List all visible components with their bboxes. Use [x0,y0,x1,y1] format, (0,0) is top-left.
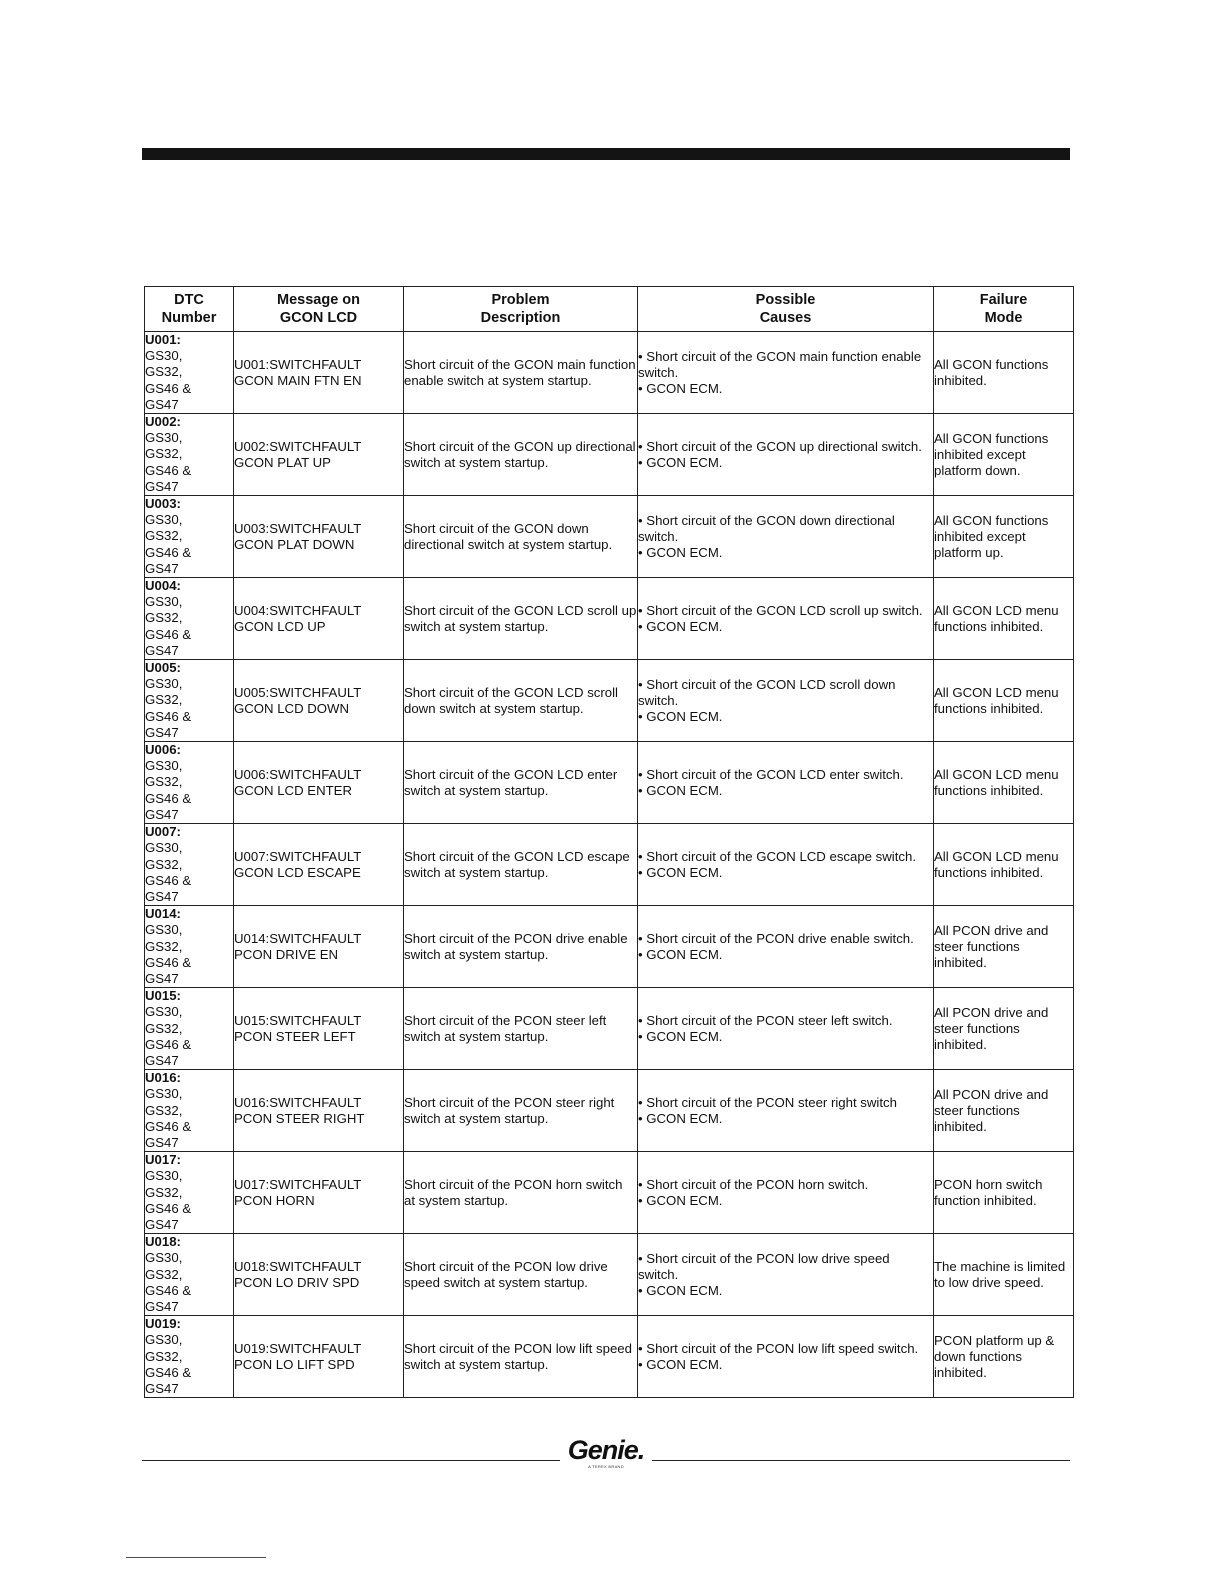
dtc-model: GS46 & [145,1118,192,1134]
dtc-model: GS30, [145,512,183,528]
cause-item: • Short circuit of the GCON LCD scroll up switch. [638,602,923,618]
causes-cell [638,660,934,742]
message-line: U001:SWITCHFAULT [234,356,362,372]
header-causes: Possible Causes [638,287,934,332]
dtc-model: GS46 & [145,544,192,560]
dtc-model: GS46 & [145,626,192,642]
table-row [145,906,1074,988]
dtc-model: GS46 & [145,380,192,396]
dtc-model: GS30, [145,430,183,446]
table-row [145,1316,1074,1398]
table-row [145,660,1074,742]
dtc-model: GS47 [145,1134,179,1150]
message-line: GCON LCD ESCAPE [234,864,361,880]
dtc-model: GS30, [145,348,183,364]
failure-cell: All PCON drive and steer functions inhibited. [934,988,1074,1070]
causes-cell [638,1152,934,1234]
failure-cell: All GCON functions inhibited. [934,332,1074,414]
dtc-model: GS32, [145,692,183,708]
dtc-model: GS30, [145,1168,183,1184]
failure-cell: All GCON LCD menu functions inhibited. [934,742,1074,824]
dtc-code: U014: [145,906,181,922]
problem-cell: Short circuit of the GCON LCD enter switch at system startup. [404,742,638,824]
problem-cell: Short circuit of the GCON down directional switch at system startup. [404,496,638,578]
dtc-model: GS32, [145,938,183,954]
message-line: PCON LO DRIV SPD [234,1274,360,1290]
footer-rule-right [652,1460,1070,1461]
causes-cell [638,824,934,906]
causes-cell [638,1316,934,1398]
cause-item: • GCON ECM. [638,1028,723,1044]
failure-cell: All GCON LCD menu functions inhibited. [934,660,1074,742]
problem-cell: Short circuit of the PCON steer left switch at system startup. [404,988,638,1070]
dtc-model: GS30, [145,1332,183,1348]
failure-cell: All GCON LCD menu functions inhibited. [934,578,1074,660]
dtc-model: GS46 & [145,1282,192,1298]
message-line: U017:SWITCHFAULT [234,1176,362,1192]
table-row [145,824,1074,906]
message-cell [234,578,404,660]
dtc-number-cell [145,906,234,988]
cause-item: • Short circuit of the PCON drive enable switch. [638,930,914,946]
message-cell [234,1070,404,1152]
dtc-model: GS46 & [145,462,192,478]
cause-item: • Short circuit of the PCON horn switch. [638,1176,869,1192]
message-cell [234,906,404,988]
causes-cell [638,414,934,496]
dtc-code: U015: [145,988,181,1004]
message-cell [234,824,404,906]
cause-item: • GCON ECM. [638,1356,723,1372]
message-line: U003:SWITCHFAULT [234,520,362,536]
logo-wordmark: Genie. [567,1435,645,1465]
table-row [145,332,1074,414]
dtc-model: GS32, [145,1266,183,1282]
dtc-model: GS46 & [145,954,192,970]
message-cell [234,742,404,824]
message-line: U002:SWITCHFAULT [234,438,362,454]
failure-cell: All PCON drive and steer functions inhibited. [934,1070,1074,1152]
dtc-model: GS30, [145,922,183,938]
dtc-number-cell [145,1234,234,1316]
problem-cell: Short circuit of the PCON horn switch at system startup. [404,1152,638,1234]
dtc-model: GS30, [145,758,183,774]
message-cell [234,988,404,1070]
causes-cell [638,742,934,824]
message-line: PCON STEER RIGHT [234,1110,365,1126]
footer-rule-left [142,1460,560,1461]
cause-item: • GCON ECM. [638,946,723,962]
message-line: U004:SWITCHFAULT [234,602,362,618]
cause-item: • GCON ECM. [638,1192,723,1208]
dtc-code: U001: [145,332,181,347]
dtc-model: GS46 & [145,1364,192,1380]
failure-cell: The machine is limited to low drive speed. [934,1234,1074,1316]
message-line: GCON LCD UP [234,618,326,634]
dtc-model: GS32, [145,1102,183,1118]
dtc-model: GS47 [145,724,179,740]
message-cell [234,1316,404,1398]
causes-cell [638,578,934,660]
cause-item: • GCON ECM. [638,1110,723,1126]
dtc-code: U017: [145,1152,181,1168]
dtc-model: GS32, [145,774,183,790]
dtc-model: GS32, [145,1184,183,1200]
causes-cell [638,988,934,1070]
message-line: U015:SWITCHFAULT [234,1012,362,1028]
table-row [145,414,1074,496]
dtc-model: GS47 [145,1216,179,1232]
causes-cell [638,1070,934,1152]
dtc-number-cell [145,1152,234,1234]
dtc-model: GS30, [145,594,183,610]
problem-cell: Short circuit of the GCON LCD escape switch at system startup. [404,824,638,906]
header-problem: Problem Description [404,287,638,332]
message-line: U018:SWITCHFAULT [234,1258,362,1274]
failure-cell: All GCON functions inhibited except platform down. [934,414,1074,496]
message-line: U019:SWITCHFAULT [234,1340,362,1356]
problem-cell: Short circuit of the PCON drive enable switch at system startup. [404,906,638,988]
dtc-number-cell [145,660,234,742]
dtc-code: U002: [145,414,181,430]
problem-cell: Short circuit of the GCON LCD scroll down switch at system startup. [404,660,638,742]
dtc-model: GS32, [145,364,183,380]
bottom-link-underline [126,1557,266,1558]
dtc-model: GS47 [145,478,179,494]
dtc-number-cell [145,1070,234,1152]
failure-cell: All PCON drive and steer functions inhibited. [934,906,1074,988]
causes-cell [638,906,934,988]
dtc-model: GS30, [145,676,183,692]
dtc-model: GS47 [145,642,179,658]
cause-item: • Short circuit of the PCON low lift speed switch. [638,1340,919,1356]
dtc-model: GS32, [145,446,183,462]
message-line: GCON LCD DOWN [234,700,350,716]
dtc-model: GS32, [145,1348,183,1364]
dtc-code: U003: [145,496,181,512]
cause-item: • GCON ECM. [638,1282,723,1298]
message-cell [234,1152,404,1234]
dtc-code: U004: [145,578,181,594]
message-line: U007:SWITCHFAULT [234,848,362,864]
dtc-table [144,286,1074,1398]
dtc-code: U019: [145,1316,181,1332]
table-row [145,496,1074,578]
message-line: U014:SWITCHFAULT [234,930,362,946]
message-line: GCON LCD ENTER [234,782,352,798]
cause-item: • GCON ECM. [638,782,723,798]
dtc-model: GS46 & [145,1036,192,1052]
dtc-number-cell [145,1316,234,1398]
causes-cell [638,332,934,414]
dtc-number-cell [145,496,234,578]
dtc-model: GS30, [145,1086,183,1102]
cause-item: • GCON ECM. [638,708,723,724]
message-cell [234,414,404,496]
failure-cell: PCON platform up & down functions inhibited. [934,1316,1074,1398]
cause-item: • GCON ECM. [638,454,723,470]
genie-logo [566,1436,646,1469]
problem-cell: Short circuit of the PCON low lift speed switch at system startup. [404,1316,638,1398]
dtc-number-cell [145,988,234,1070]
dtc-model: GS47 [145,560,179,576]
dtc-code: U018: [145,1234,181,1250]
table-row [145,1234,1074,1316]
logo-tagline: A TEREX BRAND [588,1464,624,1469]
message-line: PCON HORN [234,1192,315,1208]
failure-cell: All GCON functions inhibited except platform up. [934,496,1074,578]
dtc-model: GS46 & [145,872,192,888]
header-dtc-number: DTC Number [145,287,234,332]
problem-cell: Short circuit of the PCON low drive speed switch at system startup. [404,1234,638,1316]
message-line: U005:SWITCHFAULT [234,684,362,700]
cause-item: • GCON ECM. [638,544,723,560]
cause-item: • GCON ECM. [638,864,723,880]
dtc-model: GS30, [145,840,183,856]
dtc-code: U007: [145,824,181,840]
header-failure: Failure Mode [934,287,1074,332]
cause-item: • Short circuit of the GCON main function enable switch. [638,348,922,380]
message-line: U016:SWITCHFAULT [234,1094,362,1110]
dtc-model: GS30, [145,1004,183,1020]
cause-item: • Short circuit of the GCON down directional switch. [638,512,895,544]
dtc-model: GS46 & [145,790,192,806]
dtc-code: U016: [145,1070,181,1086]
table-row [145,1070,1074,1152]
dtc-model: GS47 [145,888,179,904]
message-line: PCON DRIVE EN [234,946,339,962]
cause-item: • Short circuit of the PCON low drive speed switch. [638,1250,890,1282]
header-rule [142,148,1070,160]
table-row [145,578,1074,660]
message-line: GCON MAIN FTN EN [234,372,362,388]
dtc-code: U006: [145,742,181,758]
table-row [145,742,1074,824]
header-message: Message on GCON LCD [234,287,404,332]
message-cell [234,332,404,414]
dtc-model: GS32, [145,856,183,872]
dtc-model: GS32, [145,528,183,544]
dtc-model: GS32, [145,610,183,626]
message-line: PCON LO LIFT SPD [234,1356,355,1372]
dtc-number-cell [145,742,234,824]
dtc-number-cell [145,824,234,906]
problem-cell: Short circuit of the GCON main function enable switch at system startup. [404,332,638,414]
problem-cell: Short circuit of the GCON LCD scroll up switch at system startup. [404,578,638,660]
message-line: GCON PLAT DOWN [234,536,355,552]
causes-cell [638,1234,934,1316]
cause-item: • Short circuit of the GCON LCD escape switch. [638,848,916,864]
cause-item: • Short circuit of the GCON up directional switch. [638,438,922,454]
dtc-code: U005: [145,660,181,676]
failure-cell: PCON horn switch function inhibited. [934,1152,1074,1234]
dtc-model: GS47 [145,1052,179,1068]
cause-item: • Short circuit of the GCON LCD scroll down switch. [638,676,896,708]
message-cell [234,1234,404,1316]
message-cell [234,660,404,742]
dtc-model: GS47 [145,396,179,412]
problem-cell: Short circuit of the GCON up directional switch at system startup. [404,414,638,496]
dtc-model: GS32, [145,1020,183,1036]
message-line: U006:SWITCHFAULT [234,766,362,782]
dtc-model: GS47 [145,1381,179,1396]
dtc-model: GS46 & [145,1200,192,1216]
message-line: PCON STEER LEFT [234,1028,356,1044]
dtc-model: GS47 [145,1298,179,1314]
cause-item: • Short circuit of the PCON steer left switch. [638,1012,893,1028]
dtc-model: GS30, [145,1250,183,1266]
cause-item: • GCON ECM. [638,618,723,634]
dtc-number-cell [145,414,234,496]
table-row [145,988,1074,1070]
cause-item: • GCON ECM. [638,380,723,396]
dtc-model: GS47 [145,806,179,822]
causes-cell [638,496,934,578]
dtc-number-cell [145,578,234,660]
header-row [145,287,1074,332]
failure-cell: All GCON LCD menu functions inhibited. [934,824,1074,906]
cause-item: • Short circuit of the GCON LCD enter switch. [638,766,904,782]
dtc-model: GS47 [145,970,179,986]
message-cell [234,496,404,578]
table-row [145,1152,1074,1234]
cause-item: • Short circuit of the PCON steer right switch [638,1094,897,1110]
message-line: GCON PLAT UP [234,454,331,470]
dtc-number-cell [145,332,234,414]
problem-cell: Short circuit of the PCON steer right switch at system startup. [404,1070,638,1152]
dtc-model: GS46 & [145,708,192,724]
